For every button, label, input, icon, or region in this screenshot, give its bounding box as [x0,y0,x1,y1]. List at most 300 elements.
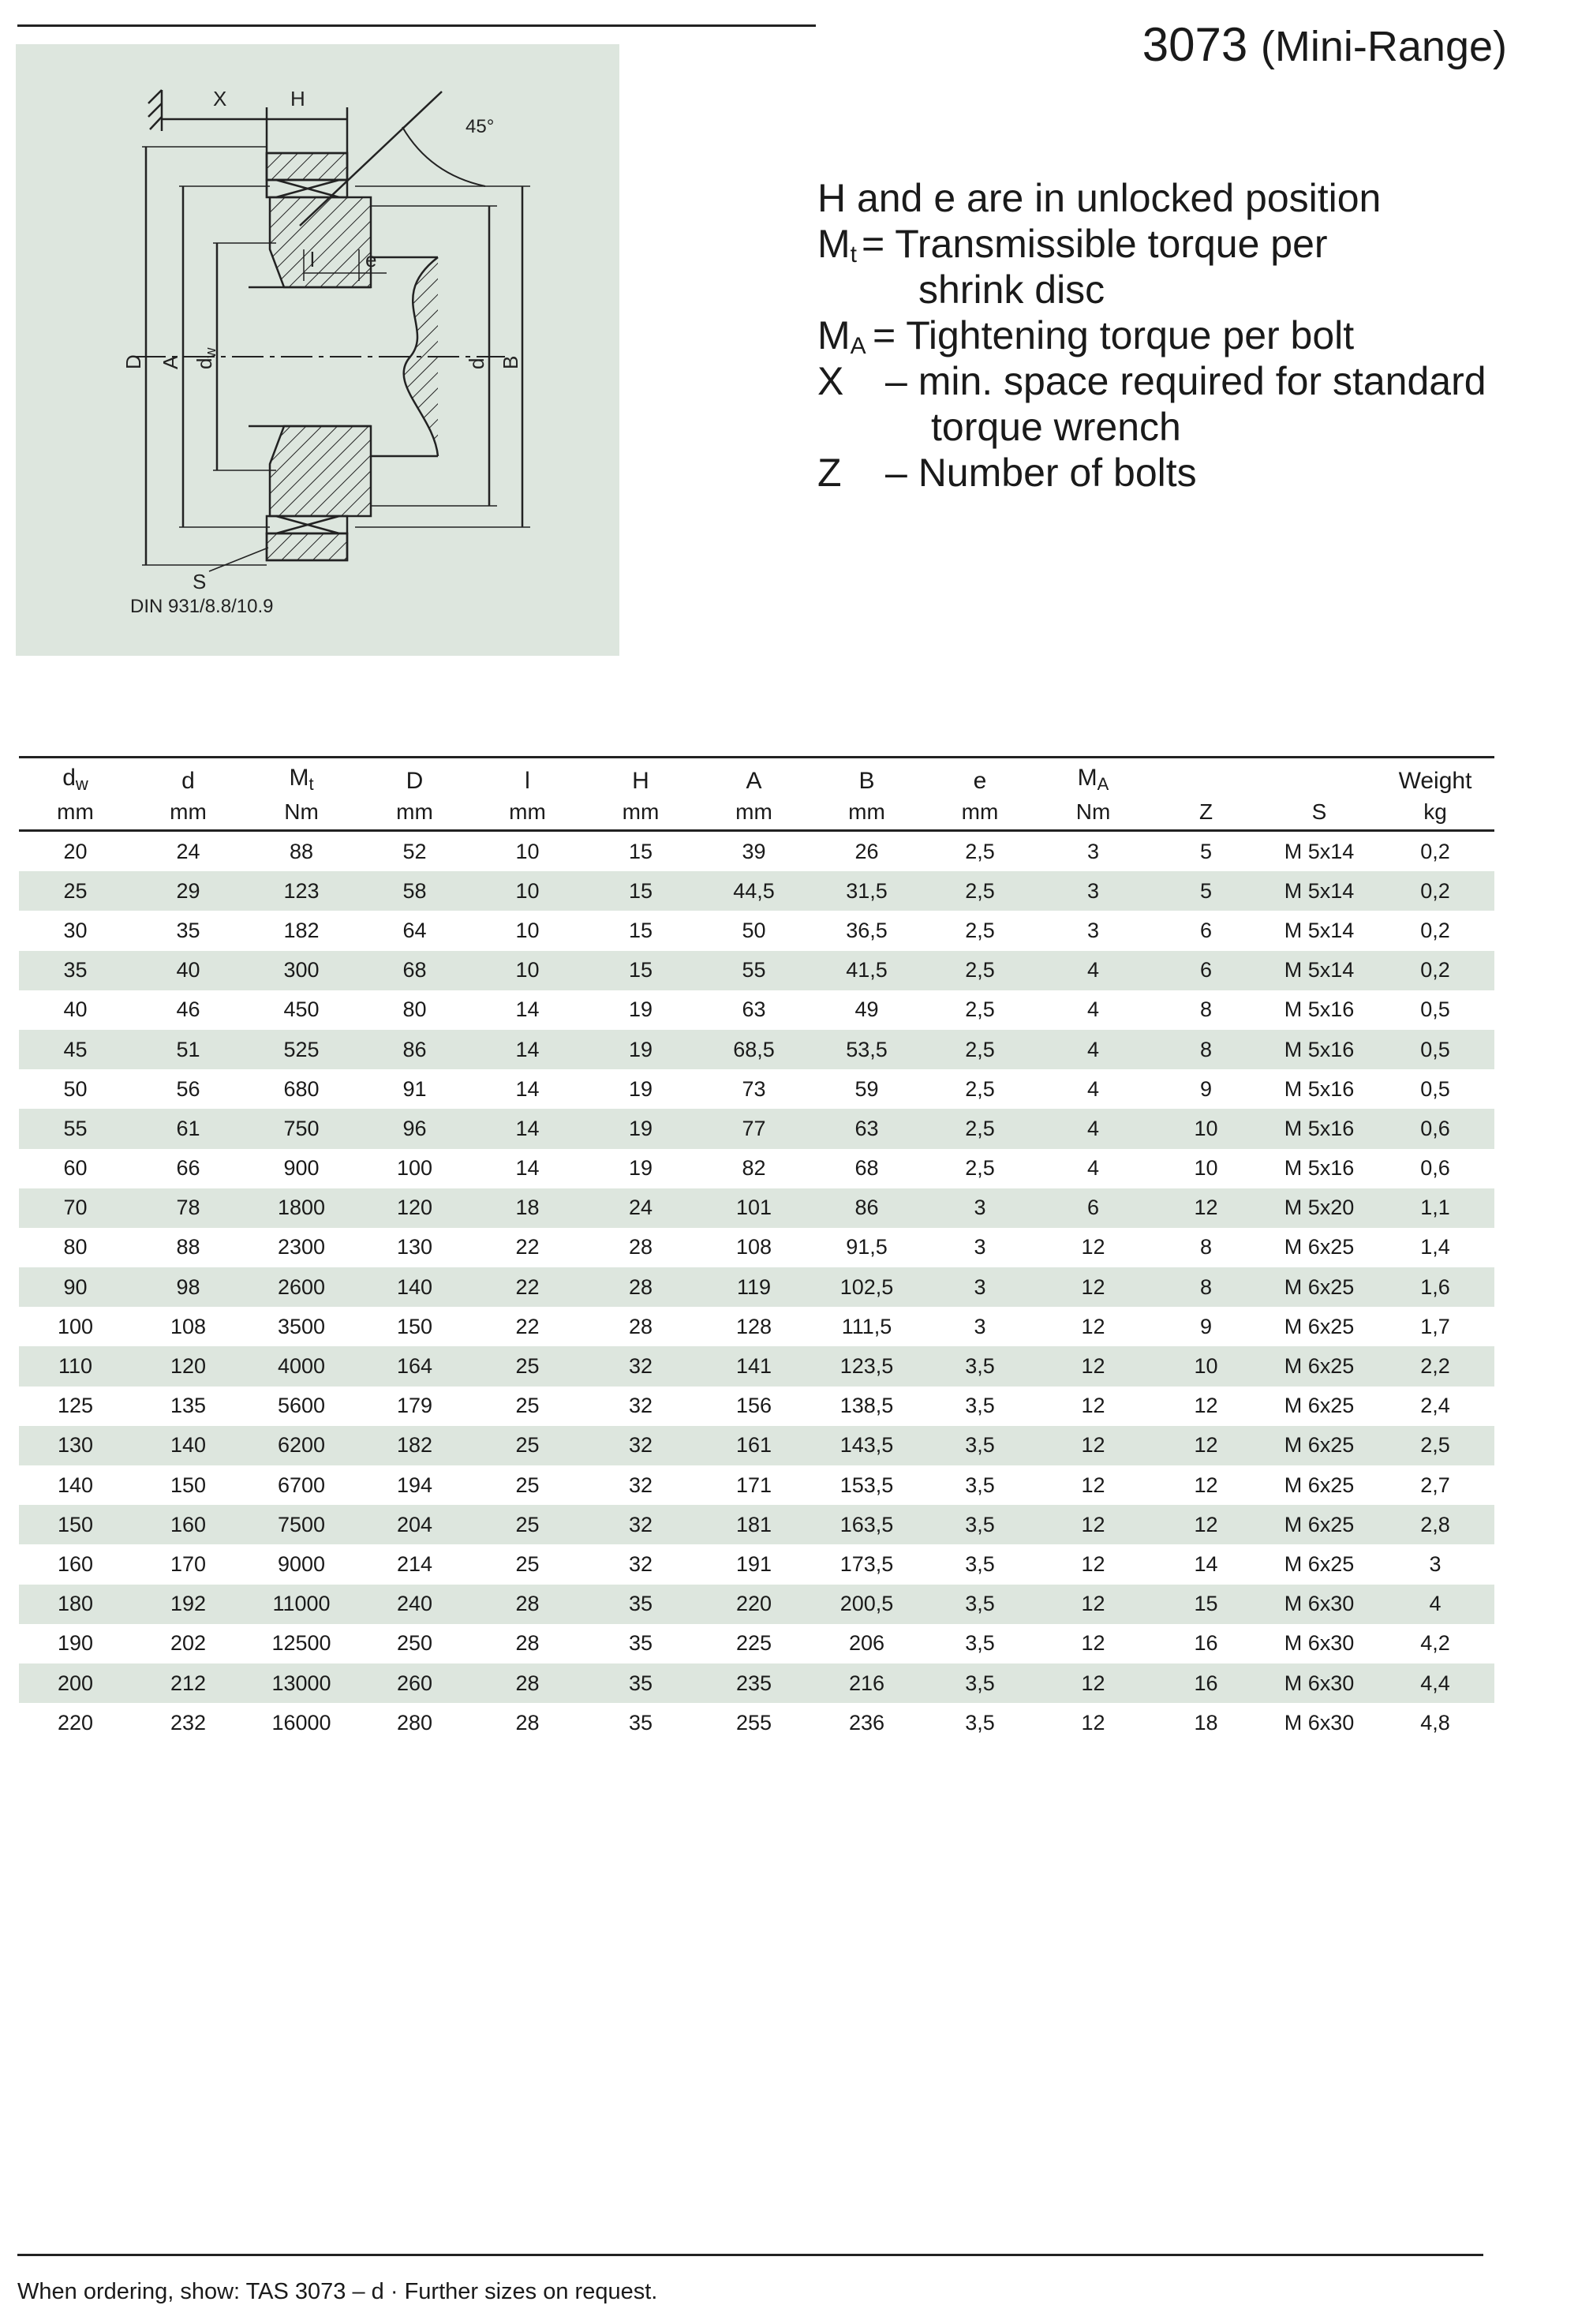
table-cell: 9 [1199,1314,1213,1338]
title-subtitle: (Mini-Range) [1260,23,1507,70]
table-cell: 216 [810,1663,923,1703]
table-cell: 45 [19,1030,132,1069]
table-row [19,1663,1494,1703]
table-cell: 3 [923,1267,1037,1307]
table-cell: 28 [515,1710,540,1735]
header-unit-6: mm [697,795,810,831]
table-cell: 2,4 [1420,1394,1450,1418]
table-cell: 12 [1037,1505,1150,1544]
table-cell: 44,5 [697,871,810,911]
table-cell: 0,6 [1420,1156,1450,1181]
table-cell: 80 [402,997,427,1022]
table-cell: 3 [1429,1551,1442,1576]
ordering-note: When ordering, show: TAS 3073 – d · Further sizes on request. [17,2279,658,2304]
table-cell: 15 [628,839,653,863]
table-cell: 12 [1081,1394,1105,1418]
table-cell: 220 [697,1585,810,1624]
table-cell: 19 [584,1109,697,1148]
table-cell: 6 [1037,1188,1150,1228]
table-cell: 51 [132,1030,245,1069]
dimensions-table [19,756,1494,1742]
table-cell: 12 [1081,1631,1105,1656]
table-cell: 6700 [277,1473,326,1497]
header-unit-0: mm [19,795,132,831]
table-cell: 4 [1376,1585,1494,1624]
table-cell: 111,5 [841,1314,892,1338]
table-cell: 182 [283,918,320,942]
table-header-units [19,795,1494,831]
table-cell: M 5x14 [1262,871,1376,911]
table-cell: 160 [132,1505,245,1544]
header-symbol-3: D [406,768,424,794]
table-cell: 98 [132,1267,245,1307]
table-cell: 194 [396,1473,433,1497]
table-cell: 191 [735,1551,772,1576]
table-row [19,1109,1494,1148]
table-cell: 12 [1081,1710,1105,1735]
table-cell: 6 [1150,951,1262,990]
table-cell: 130 [19,1426,132,1465]
table-cell: 0,5 [1420,1076,1450,1101]
table-cell: 28 [584,1267,697,1307]
table-cell: 2,5 [965,1076,995,1101]
table-cell: 4 [1086,997,1100,1022]
table-cell: 32 [584,1505,697,1544]
table-cell: M 6x30 [1262,1585,1376,1624]
table-cell: 53,5 [810,1030,923,1069]
table-cell: 28 [628,1314,653,1338]
table-cell: 108 [170,1314,207,1338]
table-cell: 14 [471,1030,584,1069]
table-cell: 40 [63,997,88,1022]
table-cell: M 5x16 [1284,997,1355,1022]
table-cell: 56 [176,1076,200,1101]
wall-hatch [148,90,162,131]
table-cell: 525 [245,1030,358,1069]
table-cell: M 6x30 [1284,1631,1355,1656]
table-cell: M 5x14 [1284,839,1355,863]
table-cell: 750 [245,1109,358,1148]
table-cell: 4,4 [1376,1663,1494,1703]
header-unit-2: Nm [245,795,358,831]
table-cell: 5600 [277,1394,326,1418]
title-number: 3073 [1142,18,1248,71]
table-cell: 68 [358,951,471,990]
table-cell: 6200 [245,1426,358,1465]
table-cell: 150 [19,1505,132,1544]
label-angle: 45° [466,116,495,137]
table-cell: 4 [1037,951,1150,990]
table-cell: 73 [742,1076,766,1101]
table-cell: 3,5 [965,1631,995,1656]
table-cell: 12500 [271,1631,331,1656]
table-cell: 12 [1037,1267,1150,1307]
table-cell: 120 [132,1346,245,1386]
table-cell: 1,1 [1376,1188,1494,1228]
table-cell: 135 [170,1394,207,1418]
table-cell: 96 [358,1109,471,1148]
table-cell: 25 [471,1346,584,1386]
table-cell: M 5x16 [1284,1156,1355,1181]
table-cell: 61 [132,1109,245,1148]
table-cell: 46 [176,997,200,1022]
table-row [19,1624,1494,1663]
table-cell: 12 [1081,1551,1105,1576]
table-cell: 35 [628,1710,653,1735]
table-cell: 32 [584,1346,697,1386]
table-cell: 260 [358,1663,471,1703]
table-cell: 22 [515,1235,540,1259]
table-cell: 31,5 [810,871,923,911]
label-dw: dw [193,347,219,369]
table-cell: 4000 [245,1346,358,1386]
table-cell: 12 [1150,1426,1262,1465]
table-cell: M 6x25 [1262,1505,1376,1544]
table-cell: 19 [628,997,653,1022]
table-cell: 232 [170,1710,207,1735]
label-D: D [122,354,145,369]
table-cell: 4,2 [1420,1631,1450,1656]
page-title [1142,17,1507,72]
table-cell: 3 [1037,871,1150,911]
header-unit-7: mm [810,795,923,831]
table-cell: 156 [735,1394,772,1418]
label-B: B [499,355,522,369]
table-cell: 25 [471,1426,584,1465]
table-cell: 2,5 [923,871,1037,911]
table-cell: M 6x30 [1284,1710,1355,1735]
table-cell: 52 [402,839,427,863]
table-cell: 12 [1150,1188,1262,1228]
table-cell: 5 [1199,839,1213,863]
table-cell: 86 [810,1188,923,1228]
table-cell: 190 [57,1631,94,1656]
table-cell: 4,8 [1420,1710,1450,1735]
table-cell: 91,5 [846,1235,888,1259]
table-cell: 2,5 [965,839,995,863]
table-cell: 3500 [277,1314,326,1338]
table-row [19,1465,1494,1505]
table-row [19,1585,1494,1624]
table-cell: 28 [628,1235,653,1259]
table-cell: 11000 [245,1585,358,1624]
table-cell: 3,5 [923,1426,1037,1465]
table-cell: 140 [57,1473,94,1497]
table-cell: 26 [854,839,879,863]
table-cell: 110 [19,1346,132,1386]
table-cell: 125 [57,1394,94,1418]
table-cell: 58 [358,871,471,911]
table-row [19,1267,1494,1307]
table-cell: 3,5 [965,1551,995,1576]
table-cell: 49 [854,997,879,1022]
table-cell: 236 [848,1710,885,1735]
table-cell: 2,5 [923,1109,1037,1148]
table-cell: 0,6 [1376,1109,1494,1148]
table-cell: 4 [1037,1109,1150,1148]
table-cell: 225 [735,1631,772,1656]
table-cell: 28 [471,1663,584,1703]
table-cell: 60 [63,1156,88,1181]
table-cell: 3,5 [923,1663,1037,1703]
table-row [19,1149,1494,1188]
table-cell: 29 [132,871,245,911]
table-cell: 206 [848,1631,885,1656]
table-cell: 32 [584,1426,697,1465]
table-cell: 88 [289,839,314,863]
table-cell: 25 [19,871,132,911]
table-cell: 0,2 [1376,871,1494,911]
table-cell: 80 [63,1235,88,1259]
table-cell: 3,5 [965,1394,995,1418]
table-cell: 91 [402,1076,427,1101]
table-cell: 25 [515,1473,540,1497]
table-cell: 8 [1199,1235,1213,1259]
table-cell: 220 [57,1710,94,1735]
table-cell: 12 [1037,1585,1150,1624]
table-cell: 12 [1037,1346,1150,1386]
table-cell: 182 [358,1426,471,1465]
label-A: A [159,355,182,369]
table-row [19,1505,1494,1544]
table-cell: 19 [628,1156,653,1181]
table-cell: M 6x30 [1262,1663,1376,1703]
table-cell: 255 [735,1710,772,1735]
table-cell: 212 [132,1663,245,1703]
table-cell: 2,5 [923,1030,1037,1069]
table-cell: 41,5 [810,951,923,990]
table-cell: M 5x14 [1262,951,1376,990]
table-row [19,951,1494,990]
table-cell: 50 [63,1076,88,1101]
table-body [19,831,1494,1743]
table-cell: 68,5 [697,1030,810,1069]
header-symbol-6: A [746,768,762,794]
table-cell: 90 [19,1267,132,1307]
table-cell: M 5x14 [1284,918,1355,942]
table-row [19,1069,1494,1109]
table-cell: 0,2 [1420,839,1450,863]
table-cell: 173,5 [839,1551,894,1576]
table-cell: 3 [1086,839,1100,863]
shrink-disc-section-drawing [16,44,619,656]
table-cell: 35 [584,1663,697,1703]
table-cell: 300 [245,951,358,990]
table-row [19,1426,1494,1465]
table-cell: 18 [471,1188,584,1228]
table-row [19,1307,1494,1346]
table-cell: 32 [628,1551,653,1576]
table-header-symbols [19,758,1494,795]
table-cell: 250 [396,1631,433,1656]
header-symbol-5: H [632,768,649,794]
table-cell: 1,7 [1420,1314,1450,1338]
table-cell: 160 [57,1551,94,1576]
table-cell: 1,4 [1420,1235,1450,1259]
table-cell: 128 [735,1314,772,1338]
top-rule [17,24,816,27]
table-cell: 22 [515,1314,540,1338]
table-cell: 24 [584,1188,697,1228]
table-cell: 0,2 [1376,951,1494,990]
table-row [19,1346,1494,1386]
table-cell: 214 [396,1551,433,1576]
table-cell: 0,2 [1420,918,1450,942]
table-cell: 8 [1150,1030,1262,1069]
header-unit-5: mm [584,795,697,831]
table-cell: 35 [584,1585,697,1624]
table-cell: 2,7 [1420,1473,1450,1497]
table-cell: 2600 [245,1267,358,1307]
table-cell: 12 [1150,1505,1262,1544]
table-cell: 55 [19,1109,132,1148]
table-cell: 30 [63,918,88,942]
table-cell: 25 [471,1505,584,1544]
label-x: X [213,87,227,110]
table-cell: 20 [63,839,88,863]
label-h: H [290,87,305,110]
table-cell: M 6x25 [1262,1346,1376,1386]
table-cell: 19 [628,1076,653,1101]
table-cell: 15 [628,918,653,942]
header-unit-8: mm [923,795,1037,831]
table-cell: 10 [1194,1156,1218,1181]
table-cell: M 6x25 [1284,1394,1355,1418]
table-cell: 200 [19,1663,132,1703]
table-cell: 39 [742,839,766,863]
technical-drawing [16,44,619,656]
table-cell: 63 [810,1109,923,1148]
header-symbol-2: $M_t$ [289,765,314,794]
header-symbol-9: $M_A$ [1077,765,1109,794]
table-cell: 204 [358,1505,471,1544]
table-cell: 63 [742,997,766,1022]
table-cell: 280 [396,1710,433,1735]
table-cell: 15 [584,871,697,911]
table-cell: 3,5 [923,1585,1037,1624]
table-cell: 10 [515,839,540,863]
table-cell: 9 [1199,1076,1213,1101]
table-cell: 9000 [277,1551,326,1576]
table-cell: 35 [628,1631,653,1656]
table-cell: 101 [697,1188,810,1228]
table-cell: 2,5 [965,1156,995,1181]
table-cell: 10 [515,918,540,942]
table-cell: M 6x25 [1284,1235,1355,1259]
header-symbol-10 [1150,758,1262,795]
label-S: S [193,570,207,593]
table-cell: 10 [1150,1109,1262,1148]
table-cell: 100 [396,1156,433,1181]
table-cell: 2,5 [965,918,995,942]
table-cell: 0,5 [1376,1030,1494,1069]
header-unit-4: mm [471,795,584,831]
table-cell: 180 [19,1585,132,1624]
header-symbol-8: e [973,768,987,794]
table-cell: 153,5 [839,1473,894,1497]
header-unit-12: kg [1376,795,1494,831]
label-d: d [465,357,488,369]
header-unit-11: S [1262,795,1376,831]
table-cell: 164 [358,1346,471,1386]
table-cell: 8 [1150,1267,1262,1307]
table-cell: 4 [1037,1030,1150,1069]
header-symbol-4: l [525,768,530,794]
table-cell: 2300 [277,1235,326,1259]
table-cell: 2,2 [1376,1346,1494,1386]
table-cell: M 6x25 [1284,1473,1355,1497]
table-cell: 130 [396,1235,433,1259]
table-cell: 13000 [245,1663,358,1703]
table-cell: 14 [515,997,540,1022]
table-cell: 2,5 [923,951,1037,990]
table-cell: 16 [1194,1631,1218,1656]
table-cell: 3 [923,1188,1037,1228]
table-cell: 32 [628,1394,653,1418]
table-cell: 140 [132,1426,245,1465]
table-cell: 3,5 [965,1473,995,1497]
table-cell: 192 [132,1585,245,1624]
table-cell: 150 [170,1473,207,1497]
table-cell: M 5x16 [1284,1076,1355,1101]
table-cell: 200,5 [810,1585,923,1624]
table-cell: 179 [396,1394,433,1418]
table-cell: 119 [697,1267,810,1307]
table-cell: 14 [515,1076,540,1101]
table-cell: 86 [358,1030,471,1069]
table-cell: 15 [584,951,697,990]
table-cell: 78 [132,1188,245,1228]
label-din: DIN 931/8.8/10.9 [130,596,274,617]
table-cell: 10 [471,951,584,990]
header-symbol-1: d [181,768,195,794]
table-cell: 202 [170,1631,207,1656]
table-cell: 82 [742,1156,766,1181]
table-cell: 1,6 [1376,1267,1494,1307]
table-cell: M 5x16 [1262,1109,1376,1148]
table-cell: 16 [1150,1663,1262,1703]
table-row [19,1544,1494,1584]
table-cell: M 6x25 [1284,1551,1355,1576]
table-row [19,1030,1494,1069]
table-row [19,990,1494,1030]
table-cell: 14 [1194,1551,1218,1576]
table-cell: 108 [735,1235,772,1259]
table-cell: 66 [176,1156,200,1181]
table-cell: 3 [974,1235,986,1259]
table-cell: 12 [1081,1314,1105,1338]
header-symbol-7: B [858,768,875,794]
table-cell: 16000 [271,1710,331,1735]
table-row [19,831,1494,872]
table-cell: 171 [735,1473,772,1497]
table-cell: 240 [358,1585,471,1624]
table-cell: 140 [358,1267,471,1307]
table-cell: 181 [697,1505,810,1544]
table-cell: 170 [170,1551,207,1576]
table-cell: 77 [697,1109,810,1148]
header-symbol-12: Weight [1398,768,1472,794]
table-cell: 25 [515,1551,540,1576]
table-cell: 14 [515,1156,540,1181]
table-row [19,1188,1494,1228]
table-cell: 40 [132,951,245,990]
table-cell: 141 [697,1346,810,1386]
table-cell: 55 [697,951,810,990]
table-cell: 3 [974,1314,986,1338]
table-cell: 100 [57,1314,94,1338]
table-row [19,911,1494,950]
